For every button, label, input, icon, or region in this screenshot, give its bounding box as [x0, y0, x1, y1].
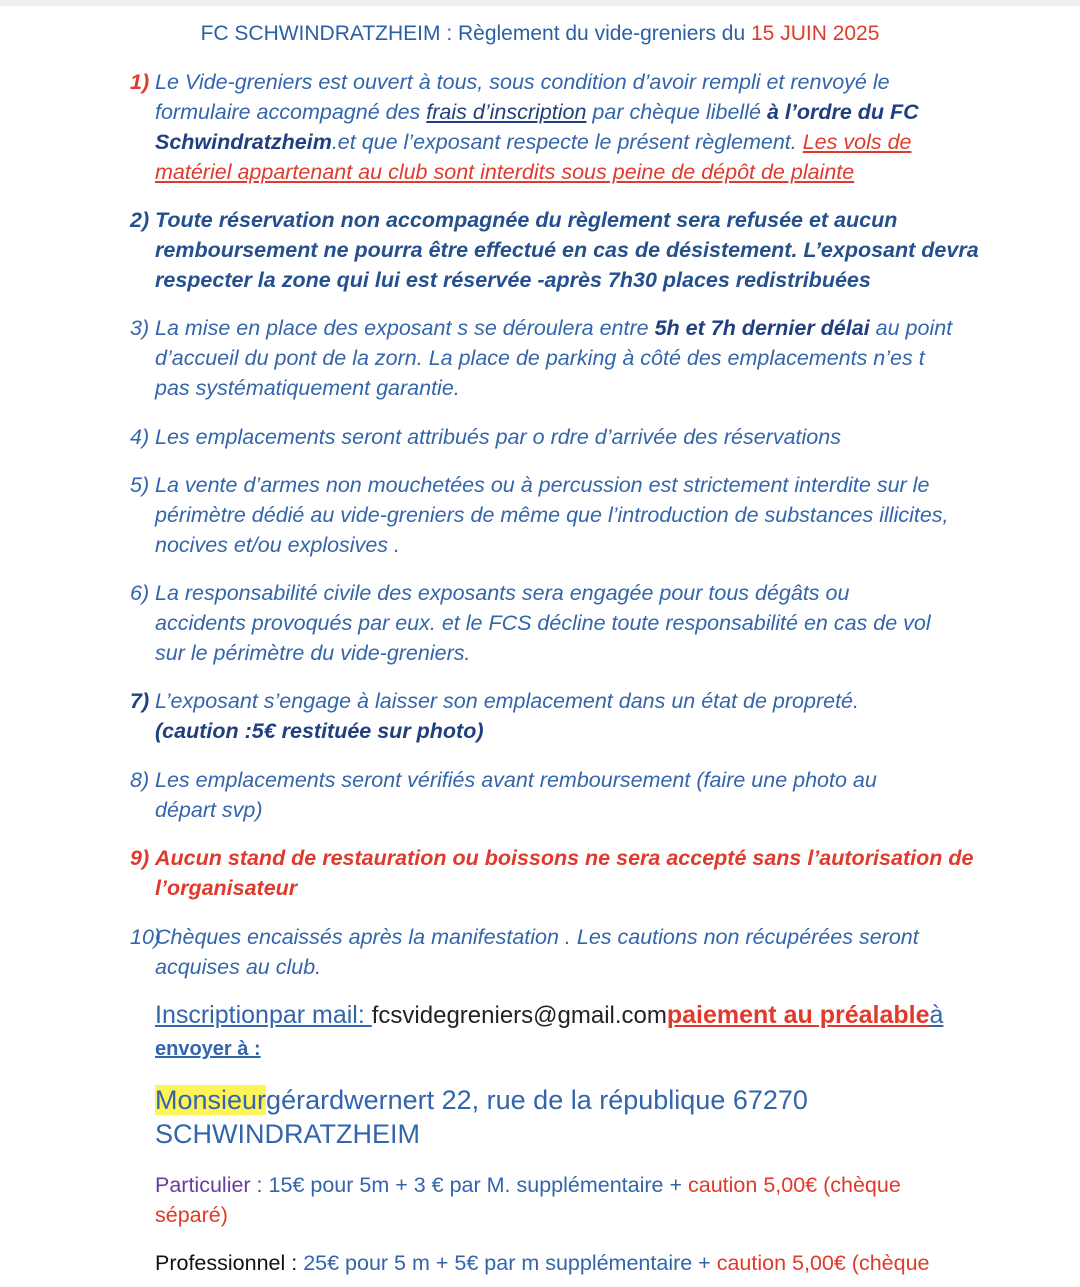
individual-price: 15€ pour 5m + 3 € par M. supplémentaire +: [262, 1173, 689, 1197]
rule-line: l’organisateur: [155, 876, 298, 900]
rule-5: [130, 470, 1000, 560]
professional-price: 25€ pour 5 m + 5€ par m supplémentaire +: [297, 1251, 717, 1275]
rule-line: sur le périmètre du vide-greniers.: [155, 641, 471, 665]
rule-7: [130, 686, 1000, 746]
rule-text: .et que l’exposant respecte le présent règlement.: [331, 130, 797, 154]
rule-text: La mise en place des exposant s se déroulera entre: [155, 316, 649, 340]
rule-text: au point: [875, 316, 953, 340]
rule-line: Les emplacements seront attribués par o rdre d’arrivée des réservations: [155, 425, 841, 449]
rule-number: 10): [130, 925, 162, 949]
rule-number: 9): [130, 846, 150, 870]
rule-line: Les emplacements seront vérifiés avant remboursement (faire une photo au: [155, 768, 877, 792]
rule-1: [130, 67, 1000, 187]
registration-line: [155, 1001, 1015, 1030]
rule-line: remboursement ne pourra être effectué en cas de désistement. L’exposant devra: [155, 238, 979, 262]
rule-number: 1): [130, 70, 150, 94]
individual-deposit-end: séparé): [155, 1203, 228, 1227]
individual-label: Particulier :: [155, 1173, 263, 1197]
event-date: 15 JUIN 2025: [751, 22, 880, 45]
send-to-label: envoyer à :: [155, 1038, 261, 1060]
rule-number: 5): [130, 473, 150, 497]
rule-number: 4): [130, 425, 150, 449]
rule-2: [130, 205, 1000, 295]
rule-line: La responsabilité civile des exposants sera engagée pour tous dégâts ou: [155, 581, 850, 605]
rule-number: 6): [130, 581, 150, 605]
theft-warning-cont: matériel appartenant au club sont interdits sous peine de dépôt de plainte: [155, 160, 855, 184]
rule-line: accidents provoqués par eux. et le FCS décline toute responsabilité en cas de vol: [155, 611, 931, 635]
prepayment-note: paiement au préalable: [666, 1001, 930, 1029]
registration-fee-text: frais d’inscription: [426, 100, 587, 124]
rule-number: 8): [130, 768, 150, 792]
rule-line: pas systématiquement garantie.: [155, 376, 460, 400]
rule-line: Chèques encaissés après la manifestation . Les cautions non récupérées seront: [155, 925, 919, 949]
rule-line: Toute réservation non accompagnée du règlement sera refusée et aucun: [155, 208, 898, 232]
rule-line: La vente d’armes non mouchetées ou à percussion est strictement interdite sur le: [155, 473, 930, 497]
rule-line: acquises au club.: [155, 955, 322, 979]
rule-line: respecter la zone qui lui est réservée -après 7h30 places redistribuées: [155, 268, 871, 292]
professional-label: Professionnel :: [155, 1251, 298, 1275]
rule-line: périmètre dédié au vide-greniers de même que l’introduction de substances illicites,: [155, 503, 949, 527]
pricing-professional: [155, 1248, 1015, 1278]
rule-text: par chèque libellé: [592, 100, 761, 124]
prepayment-suffix: à: [929, 1001, 944, 1029]
club-name: Schwindratzheim: [155, 130, 332, 154]
rule-line: nocives et/ou explosives .: [155, 533, 400, 557]
setup-time: 5h et 7h dernier délai: [654, 316, 870, 340]
rule-text: formulaire accompagné des: [155, 100, 421, 124]
payee-text: à l’ordre du FC: [766, 100, 919, 124]
deposit-note: (caution :5€ restituée sur photo): [155, 719, 484, 743]
rule-3: [130, 313, 1000, 403]
registration-email[interactable]: fcsvidegreniers@gmail.com: [371, 1002, 667, 1029]
address-title: Monsieur: [155, 1085, 267, 1115]
rule-number: 7): [130, 689, 150, 713]
professional-deposit: caution 5,00€ (chèque: [716, 1251, 930, 1275]
rule-6: [130, 578, 1000, 668]
registration-label: Inscriptionpar mail:: [155, 1001, 372, 1029]
address-street: gérardwernert 22, rue de la république 67270: [266, 1085, 808, 1115]
rule-8: [130, 765, 1000, 825]
pricing-individual: [155, 1170, 1015, 1230]
rule-number: 2): [130, 208, 150, 232]
theft-warning: Les vols de: [802, 130, 912, 154]
rule-line: Le Vide-greniers est ouvert à tous, sous condition d’avoir rempli et renvoyé le: [155, 70, 890, 94]
rule-10: [130, 922, 1000, 982]
top-divider: [0, 0, 1080, 6]
individual-deposit: caution 5,00€ (chèque: [688, 1173, 901, 1197]
rule-9: [130, 843, 1000, 903]
title-text: FC SCHWINDRATZHEIM : Règlement du vide-greniers du: [200, 22, 746, 45]
page-title: [0, 22, 1080, 46]
address-city: SCHWINDRATZHEIM: [155, 1119, 420, 1149]
mailing-address: [155, 1083, 1025, 1151]
rule-line: d’accueil du pont de la zorn. La place de parking à côté des emplacements n’es t: [155, 346, 925, 370]
rule-line: départ svp): [155, 798, 263, 822]
rule-4: [130, 422, 1000, 452]
rule-number: 3): [130, 316, 150, 340]
rule-line: L’exposant s’engage à laisser son emplacement dans un état de propreté.: [155, 689, 859, 713]
rule-line: Aucun stand de restauration ou boissons ne sera accepté sans l’autorisation de: [155, 846, 974, 870]
